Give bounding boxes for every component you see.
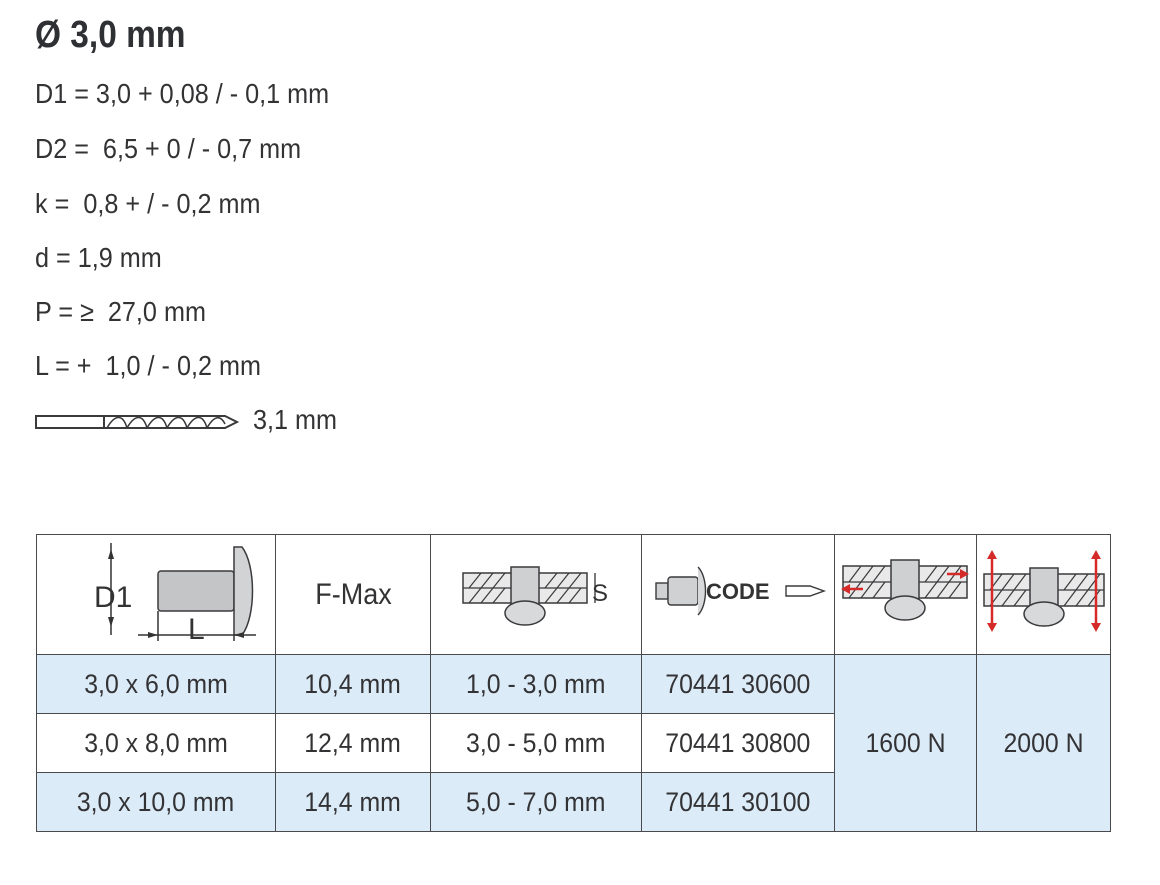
grip-range-icon [461,551,611,631]
cell-shear: 1600 N [835,655,977,832]
spec-k: k = 0,8 + / - 0,2 mm [35,188,261,219]
cell-size: 3,0 x 6,0 mm [37,655,276,714]
l-label: L [188,613,205,646]
header-tensile [977,535,1111,655]
table-header-row [37,535,1111,655]
header-fmax [276,535,431,655]
cell-code: 70441 30100 [642,773,835,832]
table-row [37,655,1111,714]
cell-fmax: 14,4 mm [276,773,431,832]
tensile-force-icon [980,548,1108,634]
rivet-code-icon [648,561,828,621]
s-label: S [592,580,609,607]
cell-size: 3,0 x 8,0 mm [37,714,276,773]
header-grip [431,535,642,655]
cell-fmax: 10,4 mm [276,655,431,714]
header-dimension [37,535,276,655]
cell-size: 3,0 x 10,0 mm [37,773,276,832]
cell-code: 70441 30600 [642,655,835,714]
cell-grip: 3,0 - 5,0 mm [431,714,642,773]
cell-tensile: 2000 N [977,655,1111,832]
cell-grip: 5,0 - 7,0 mm [431,773,642,832]
cell-grip: 1,0 - 3,0 mm [431,655,642,714]
header-code [642,535,835,655]
drill-bit-icon [35,410,240,434]
shear-force-icon [841,556,971,626]
spec-l: L = + 1,0 / - 0,2 mm [35,350,261,381]
cell-fmax: 12,4 mm [276,714,431,773]
spec-p: P = ≥ 27,0 mm [35,296,206,327]
cell-code: 70441 30800 [642,714,835,773]
fmax-label: F-Max [314,577,392,611]
d1-label: D1 [94,581,133,614]
spec-d: d = 1,9 mm [35,242,162,273]
spec-d1: D1 = 3,0 + 0,08 / - 0,1 mm [35,78,330,109]
spec-d2: D2 = 6,5 + 0 / - 0,7 mm [35,133,302,164]
page-title: Ø 3,0 mm [35,14,186,56]
drill-diameter: 3,1 mm [253,404,338,435]
rivet-dimension-icon [56,535,256,647]
header-shear [835,535,977,655]
code-label: CODE [706,579,770,604]
spec-table [36,534,1111,832]
